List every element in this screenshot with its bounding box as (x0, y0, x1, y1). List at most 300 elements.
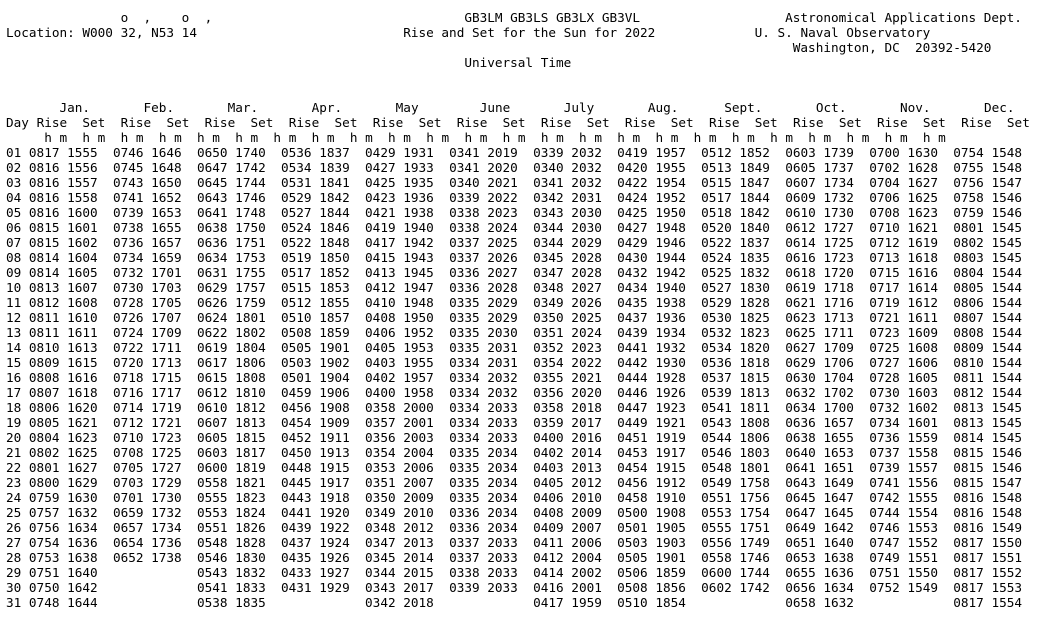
rise-set-cell: 0335 2034 (449, 490, 518, 505)
rise-set-cell: 0605 1737 (785, 160, 854, 175)
rise-set-cell: 0450 1913 (281, 445, 350, 460)
rise-set-cell: 0726 1707 (112, 310, 182, 325)
rise-set-cell: 0341 2020 (449, 160, 518, 175)
rise-set-cell: 0354 2004 (365, 445, 434, 460)
rise-set-cell: 0419 1940 (365, 220, 434, 235)
rise-set-cell: 0525 1832 (701, 265, 770, 280)
rise-header: Rise (120, 115, 152, 130)
rise-set-cell: 0339 2022 (449, 190, 518, 205)
rise-set-cell: 0403 1955 (365, 355, 434, 370)
rise-set-cell: 0546 1830 (196, 550, 266, 565)
set-units: h m (540, 130, 564, 145)
month-label-2: Feb. (143, 100, 175, 115)
rise-set-cell: 0517 1844 (701, 190, 770, 205)
dept-label: Astronomical Applications Dept. (785, 10, 1022, 25)
rise-set-cell: 0358 2018 (533, 400, 602, 415)
rise-set-cell: 0353 2006 (365, 460, 434, 475)
set-header: Set (922, 115, 946, 130)
rise-set-cell: 0659 1732 (112, 505, 182, 520)
rise-set-cell: 0355 2021 (533, 370, 602, 385)
rise-set-cell: 0340 2032 (533, 160, 602, 175)
rise-set-cell: 0727 1606 (869, 355, 938, 370)
rise-set-cell: 0453 1917 (617, 445, 686, 460)
day-number: 27 (6, 535, 22, 550)
rise-set-cell: 0352 2023 (533, 340, 602, 355)
rise-set-cell: 0630 1704 (785, 370, 854, 385)
rise-set-cell: 0712 1619 (869, 235, 938, 250)
rise-set-cell: 0336 2028 (449, 280, 518, 295)
rise-set-cell: 0810 1544 (953, 355, 1023, 370)
rise-set-cell: 0459 1906 (281, 385, 350, 400)
timescale-label: Universal Time (464, 55, 572, 70)
rise-set-cell: 0724 1709 (112, 325, 182, 340)
rise-set-cell: 0541 1811 (701, 400, 770, 415)
set-header: Set (838, 115, 862, 130)
rise-set-cell: 0336 2034 (449, 520, 518, 535)
rise-set-cell: 0610 1730 (785, 205, 854, 220)
rise-set-cell: 0402 1957 (365, 370, 434, 385)
rise-set-cell: 0609 1732 (785, 190, 854, 205)
rise-set-cell: 0640 1653 (785, 445, 854, 460)
set-header: Set (502, 115, 526, 130)
rise-set-cell: 0612 1727 (785, 220, 854, 235)
rise-set-cell: 0413 1945 (365, 265, 434, 280)
rise-set-cell: 0357 2001 (365, 415, 434, 430)
rise-set-cell: 0813 1545 (953, 400, 1023, 415)
rise-set-cell: 0700 1630 (869, 145, 938, 160)
rise-set-cell: 0501 1905 (617, 520, 686, 535)
rise-set-cell: 0408 1950 (365, 310, 434, 325)
table-row (6, 565, 1037, 580)
rise-set-cell: 0603 1817 (196, 445, 266, 460)
rise-set-cell: 0338 2033 (449, 565, 518, 580)
rise-set-cell: 0817 1555 (28, 145, 98, 160)
rise-set-cell: 0427 1948 (617, 220, 686, 235)
rise-set-cell: 0720 1713 (112, 355, 182, 370)
rise-set-cell: 0429 1931 (365, 145, 434, 160)
set-units: h m (388, 130, 411, 145)
rise-set-cell: 0744 1554 (869, 505, 938, 520)
rise-set-cell: 0520 1840 (701, 220, 770, 235)
rise-set-cell: 0631 1755 (196, 265, 266, 280)
rise-set-cell: 0424 1952 (617, 190, 686, 205)
month-label-11: Nov. (899, 100, 931, 115)
rise-units: h m (426, 130, 450, 145)
rise-set-cell: 0341 2032 (533, 175, 602, 190)
rise-set-cell: 0443 1918 (281, 490, 350, 505)
rise-set-cell: 0344 2029 (533, 235, 602, 250)
rise-set-cell: 0759 1630 (28, 490, 98, 505)
rise-set-cell: 0754 1636 (28, 535, 98, 550)
table-row (6, 160, 1037, 175)
rise-set-cell: 0337 2026 (449, 250, 518, 265)
rise-set-cell: 0732 1602 (869, 400, 938, 415)
rise-header: Rise (288, 115, 320, 130)
rise-set-cell: 0446 1926 (617, 385, 686, 400)
day-number: 02 (6, 160, 22, 175)
day-number: 12 (6, 310, 22, 325)
header-line-2 (6, 25, 1037, 40)
set-header: Set (586, 115, 610, 130)
rise-set-cell: 0616 1723 (785, 250, 854, 265)
rise-set-cell: 0551 1826 (196, 520, 266, 535)
table-row (6, 280, 1037, 295)
rise-set-cell: 0434 1940 (617, 280, 686, 295)
rise-set-cell: 0555 1751 (701, 520, 770, 535)
rise-set-cell: 0335 2029 (449, 295, 518, 310)
rise-set-cell: 0816 1600 (28, 205, 98, 220)
rise-set-cell: 0414 2002 (533, 565, 602, 580)
rise-set-cell: 0505 1901 (281, 340, 350, 355)
rise-set-cell: 0337 2033 (449, 535, 518, 550)
rise-set-cell: 0647 1645 (785, 505, 854, 520)
table-row (6, 385, 1037, 400)
set-units: h m (770, 130, 793, 145)
day-number: 08 (6, 250, 22, 265)
rise-set-cell: 0539 1813 (701, 385, 770, 400)
rise-set-cell: 0811 1610 (28, 310, 98, 325)
rise-set-cell: 0732 1701 (112, 265, 182, 280)
rise-set-cell: 0527 1844 (281, 205, 350, 220)
rise-set-cell: 0456 1912 (617, 475, 686, 490)
table-row (6, 400, 1037, 415)
set-header: Set (82, 115, 106, 130)
rise-set-cell: 0529 1828 (701, 295, 770, 310)
rise-units: h m (502, 130, 526, 145)
rise-set-cell: 0655 1636 (785, 565, 854, 580)
rise-set-cell: 0728 1605 (869, 370, 938, 385)
rise-set-cell: 0423 1936 (365, 190, 434, 205)
rise-set-cell: 0337 2025 (449, 235, 518, 250)
rise-set-cell: 0517 1852 (281, 265, 350, 280)
rise-set-cell: 0551 1756 (701, 490, 770, 505)
rise-set-cell: 0416 2001 (533, 580, 602, 595)
set-units: h m (693, 130, 717, 145)
table-row (6, 190, 1037, 205)
rise-set-cell: 0758 1546 (953, 190, 1023, 205)
rise-set-cell: 0454 1915 (617, 460, 686, 475)
set-header: Set (754, 115, 778, 130)
rise-set-cell: 0656 1634 (785, 580, 854, 595)
rise-set-cell: 0815 1546 (953, 460, 1023, 475)
rise-set-cell: 0427 1933 (365, 160, 434, 175)
rise-set-cell: 0358 2000 (365, 400, 434, 415)
set-header: Set (418, 115, 442, 130)
rise-header: Rise (540, 115, 572, 130)
rise-set-cell: 0435 1926 (281, 550, 350, 565)
rise-set-cell: 0716 1717 (112, 385, 182, 400)
rise-set-cell: 0749 1551 (869, 550, 938, 565)
rise-set-cell: 0531 1841 (281, 175, 350, 190)
rise-set-cell: 0754 1548 (953, 145, 1023, 160)
rise-set-cell: 0719 1612 (869, 295, 938, 310)
rise-set-cell: 0755 1548 (953, 160, 1023, 175)
rise-set-cell: 0737 1558 (869, 445, 938, 460)
rise-set-cell: 0817 1550 (953, 535, 1023, 550)
month-label-1: Jan. (59, 100, 91, 115)
rise-set-cell: 0419 1957 (617, 145, 686, 160)
rise-set-cell: 0348 2012 (365, 520, 434, 535)
rise-set-cell: 0634 1753 (196, 250, 266, 265)
rise-set-cell: 0708 1623 (869, 205, 938, 220)
day-number: 16 (6, 370, 22, 385)
rise-set-cell: 0524 1846 (281, 220, 350, 235)
rise-set-cell: 0817 1553 (953, 580, 1023, 595)
table-row (6, 445, 1037, 460)
rise-set-cell: 0415 1943 (365, 250, 434, 265)
table-row (6, 310, 1037, 325)
rise-set-cell: 0741 1652 (112, 190, 182, 205)
rise-set-cell: 0647 1742 (196, 160, 266, 175)
rise-set-cell: 0338 2024 (449, 220, 518, 235)
blank-line (6, 70, 1037, 85)
rise-set-cell: 0643 1649 (785, 475, 854, 490)
rise-set-cell: 0817 1552 (953, 565, 1023, 580)
rise-set-cell: 0704 1627 (869, 175, 938, 190)
rise-set-cell: 0714 1719 (112, 400, 182, 415)
set-header: Set (166, 115, 190, 130)
rise-set-cell: 0636 1751 (196, 235, 266, 250)
day-number: 29 (6, 565, 22, 580)
rise-set-cell: 0429 1946 (617, 235, 686, 250)
day-number: 09 (6, 265, 22, 280)
rise-set-cell: 0802 1545 (953, 235, 1023, 250)
rise-units: h m (884, 130, 908, 145)
rise-set-cell: 0500 1908 (617, 505, 686, 520)
rise-set-cell: 0752 1549 (869, 580, 938, 595)
rise-set-cell: 0638 1655 (785, 430, 854, 445)
table-row (6, 475, 1037, 490)
rise-set-cell: 0626 1759 (196, 295, 266, 310)
rise-set-cell: 0408 2009 (533, 505, 602, 520)
rise-set-cell: 0816 1556 (28, 160, 98, 175)
rise-set-cell: 0548 1801 (701, 460, 770, 475)
rise-set-cell: 0753 1638 (28, 550, 98, 565)
rise-set-cell: 0549 1758 (701, 475, 770, 490)
rise-set-cell: 0347 2028 (533, 265, 602, 280)
day-number: 06 (6, 220, 22, 235)
rise-set-cell: 0349 2026 (533, 295, 602, 310)
table-row (6, 430, 1037, 445)
rise-set-cell: 0515 1847 (701, 175, 770, 190)
rise-set-cell: 0519 1850 (281, 250, 350, 265)
rise-set-cell: 0347 2013 (365, 535, 434, 550)
rise-set-cell: 0808 1544 (953, 325, 1023, 340)
rise-set-cell: 0808 1616 (28, 370, 98, 385)
rise-set-cell: 0815 1546 (953, 445, 1023, 460)
rise-set-cell: 0657 1734 (112, 520, 182, 535)
rise-set-cell: 0607 1813 (196, 415, 266, 430)
rise-set-cell: 0643 1746 (196, 190, 266, 205)
day-number: 22 (6, 460, 22, 475)
rise-set-cell: 0444 1928 (617, 370, 686, 385)
rise-set-cell: 0451 1919 (617, 430, 686, 445)
rise-set-cell: 0344 2030 (533, 220, 602, 235)
rise-set-cell: 0816 1548 (953, 490, 1023, 505)
rise-set-cell: 0622 1802 (196, 325, 266, 340)
rise-set-cell: 0619 1718 (785, 280, 854, 295)
table-row (6, 145, 1037, 160)
rise-set-cell: 0513 1849 (701, 160, 770, 175)
rise-set-cell: 0445 1917 (281, 475, 350, 490)
table-row (6, 535, 1037, 550)
rise-set-cell: 0723 1609 (869, 325, 938, 340)
rise-set-cell: 0706 1625 (869, 190, 938, 205)
rise-set-cell: 0743 1650 (112, 175, 182, 190)
rise-set-cell: 0809 1544 (953, 340, 1023, 355)
day-number: 15 (6, 355, 22, 370)
rise-set-cell: 0801 1627 (28, 460, 98, 475)
day-number: 28 (6, 550, 22, 565)
set-header: Set (670, 115, 694, 130)
location-label: Location: W000 32, N53 14 (6, 25, 197, 40)
rise-set-cell: 0645 1744 (196, 175, 266, 190)
day-number: 25 (6, 505, 22, 520)
rise-set-cell: 0641 1748 (196, 205, 266, 220)
rise-set-cell: 0340 2021 (449, 175, 518, 190)
rise-set-cell: 0527 1830 (701, 280, 770, 295)
rise-set-cell: 0425 1950 (617, 205, 686, 220)
rise-set-cell: 0441 1932 (617, 340, 686, 355)
rise-set-cell: 0638 1750 (196, 220, 266, 235)
rise-set-cell: 0534 1839 (281, 160, 350, 175)
rise-set-cell: 0730 1703 (112, 280, 182, 295)
rise-set-cell: 0449 1921 (617, 415, 686, 430)
rise-set-cell: 0745 1648 (112, 160, 182, 175)
rise-set-cell: 0448 1915 (281, 460, 350, 475)
rise-set-cell: 0607 1734 (785, 175, 854, 190)
rise-set-cell: 0652 1738 (112, 550, 182, 565)
table-row (6, 370, 1037, 385)
rise-set-cell: 0345 2028 (533, 250, 602, 265)
rise-set-cell: 0629 1757 (196, 280, 266, 295)
month-label-9: Sept. (724, 100, 763, 115)
rise-set-cell: 0751 1550 (869, 565, 938, 580)
rise-set-cell: 0553 1824 (196, 505, 266, 520)
rise-set-cell: 0356 2003 (365, 430, 434, 445)
rise-set-cell: 0817 1554 (953, 595, 1023, 610)
day-number: 03 (6, 175, 22, 190)
rise-set-cell: 0814 1604 (28, 250, 98, 265)
rise-header: Rise (456, 115, 488, 130)
rise-set-cell: 0530 1825 (701, 310, 770, 325)
day-number: 17 (6, 385, 22, 400)
table-row (6, 325, 1037, 340)
rise-set-cell: 0816 1557 (28, 175, 98, 190)
rise-set-cell: 0342 2018 (365, 595, 434, 610)
rise-set-cell: 0546 1803 (701, 445, 770, 460)
rise-set-cell: 0354 2022 (533, 355, 602, 370)
rise-set-cell: 0512 1855 (281, 295, 350, 310)
rise-set-cell: 0437 1936 (617, 310, 686, 325)
rise-set-cell: 0522 1848 (281, 235, 350, 250)
rise-header: Rise (36, 115, 68, 130)
rise-set-cell: 0411 2006 (533, 535, 602, 550)
rise-set-cell: 0802 1625 (28, 445, 98, 460)
set-units: h m (235, 130, 259, 145)
rise-set-cell: 0421 1938 (365, 205, 434, 220)
rise-set-cell: 0756 1634 (28, 520, 98, 535)
day-number: 05 (6, 205, 22, 220)
rise-set-cell: 0705 1727 (112, 460, 182, 475)
rise-set-cell: 0734 1601 (869, 415, 938, 430)
rise-set-cell: 0703 1729 (112, 475, 182, 490)
rise-set-cell: 0619 1804 (196, 340, 266, 355)
rise-set-cell: 0351 2024 (533, 325, 602, 340)
rise-set-cell: 0458 1910 (617, 490, 686, 505)
rise-set-cell: 0350 2009 (365, 490, 434, 505)
rise-set-cell: 0701 1730 (112, 490, 182, 505)
rise-set-cell: 0623 1713 (785, 310, 854, 325)
rise-set-cell: 0812 1544 (953, 385, 1023, 400)
set-header: Set (334, 115, 358, 130)
day-number: 11 (6, 295, 22, 310)
rise-set-cell: 0403 2013 (533, 460, 602, 475)
rise-set-cell: 0555 1823 (196, 490, 266, 505)
rise-set-cell: 0736 1559 (869, 430, 938, 445)
rise-set-cell: 0508 1856 (617, 580, 686, 595)
address-label: Washington, DC 20392-5420 (792, 40, 992, 55)
day-number: 13 (6, 325, 22, 340)
sunrise-sunset-table (6, 10, 1037, 610)
rise-header: Rise (624, 115, 656, 130)
rise-set-cell: 0806 1544 (953, 295, 1023, 310)
rise-set-cell: 0334 2033 (449, 400, 518, 415)
rise-set-cell: 0344 2015 (365, 565, 434, 580)
rise-set-cell: 0543 1832 (196, 565, 266, 580)
rise-set-cell: 0756 1547 (953, 175, 1023, 190)
rise-set-cell: 0713 1618 (869, 250, 938, 265)
table-row (6, 355, 1037, 370)
rise-set-cell: 0406 2010 (533, 490, 602, 505)
rise-set-cell: 0553 1754 (701, 505, 770, 520)
rise-set-cell: 0454 1909 (281, 415, 350, 430)
day-number: 18 (6, 400, 22, 415)
month-label-10: Oct. (815, 100, 847, 115)
rise-set-cell: 0811 1611 (28, 325, 98, 340)
set-units: h m (846, 130, 870, 145)
rise-set-cell: 0746 1553 (869, 520, 938, 535)
rise-set-cell: 0405 2012 (533, 475, 602, 490)
table-row (6, 520, 1037, 535)
rise-units: h m (579, 130, 602, 145)
rise-set-cell: 0536 1818 (701, 355, 770, 370)
rise-set-cell: 0432 1942 (617, 265, 686, 280)
day-number: 21 (6, 445, 22, 460)
table-row (6, 220, 1037, 235)
rise-set-cell: 0334 2031 (449, 355, 518, 370)
set-header: Set (250, 115, 274, 130)
rise-set-cell: 0452 1911 (281, 430, 350, 445)
rise-set-cell: 0356 2020 (533, 385, 602, 400)
rise-set-cell: 0710 1621 (869, 220, 938, 235)
title-label: Rise and Set for the Sun for 2022 (403, 25, 656, 40)
rise-set-cell: 0717 1614 (869, 280, 938, 295)
rise-set-cell: 0801 1545 (953, 220, 1023, 235)
rise-set-cell: 0412 2004 (533, 550, 602, 565)
rise-set-cell: 0815 1601 (28, 220, 98, 235)
rise-set-cell: 0334 2033 (449, 415, 518, 430)
rise-units: h m (120, 130, 144, 145)
rise-set-cell: 0538 1835 (196, 595, 266, 610)
rise-units: h m (197, 130, 220, 145)
rise-set-cell: 0345 2014 (365, 550, 434, 565)
rise-set-cell: 0532 1823 (701, 325, 770, 340)
day-number: 23 (6, 475, 22, 490)
rise-set-cell: 0348 2027 (533, 280, 602, 295)
rise-units: h m (655, 130, 679, 145)
rise-set-cell: 0654 1736 (112, 535, 182, 550)
